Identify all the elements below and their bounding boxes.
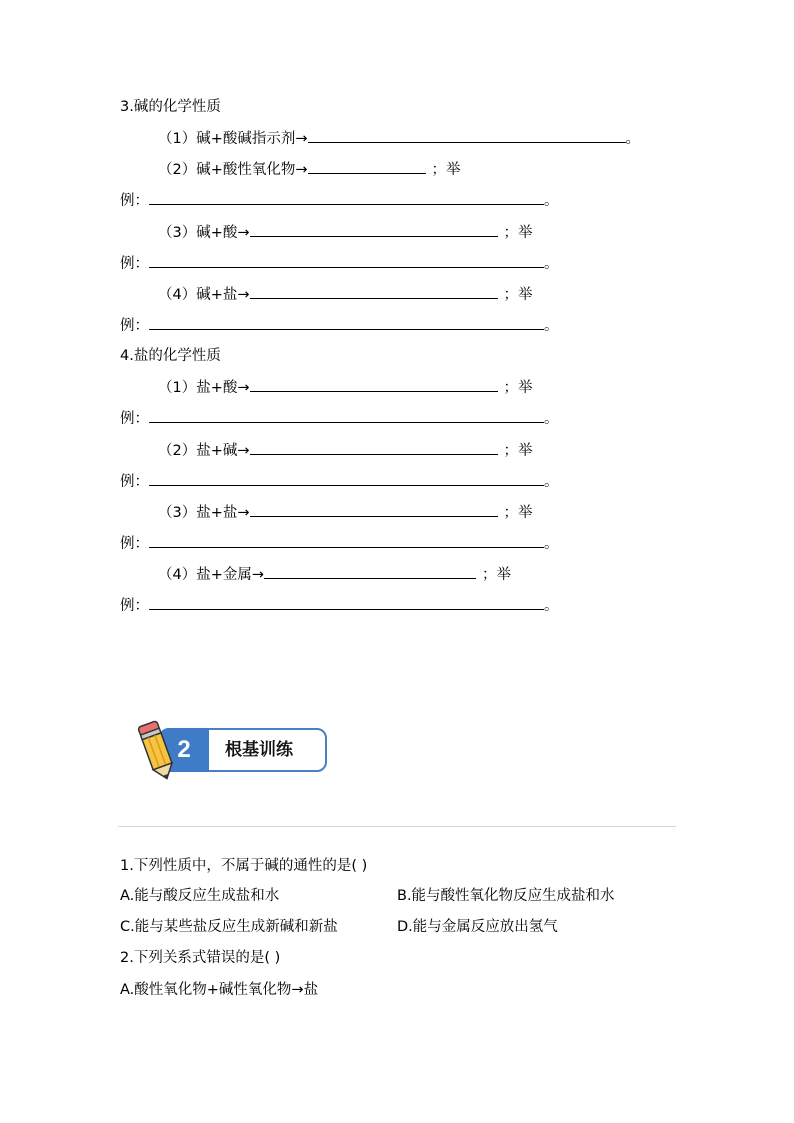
s4-item-2 (158, 440, 533, 461)
s3-item-4 (158, 284, 533, 305)
s3-item-3-example-blank[interactable] (149, 253, 544, 268)
s3-item-2 (158, 159, 461, 180)
s3-item-4-example (120, 315, 559, 336)
section-3-title: 3.碱的化学性质 (120, 99, 221, 115)
s3-item-3-blank[interactable] (250, 222, 498, 237)
s3-item-4-blank[interactable] (250, 284, 498, 299)
pencil-icon (133, 718, 183, 784)
s3-item-1-blank[interactable] (308, 128, 626, 143)
question-1-option-d[interactable]: D.能与金属反应放出氢气 (397, 919, 558, 935)
question-1-option-a[interactable]: A.能与酸反应生成盐和水 (120, 888, 280, 904)
badge-number: 2 (159, 728, 209, 772)
s4-item-1-ex-label: 例： (120, 411, 149, 427)
s4-item-3-blank[interactable] (250, 502, 498, 517)
s3-item-3-ex-label: 例： (120, 256, 149, 272)
s4-item-1-label: （1）盐+酸→ (158, 380, 250, 396)
s3-item-2-label: （2）碱+酸性氧化物→ (158, 162, 308, 178)
question-1-stem: 1.下列性质中，不属于碱的通性的是( ) (120, 858, 368, 874)
s4-item-4-ex-label: 例： (120, 598, 149, 614)
s4-item-1-example (120, 408, 559, 429)
question-2-option-a[interactable]: A.酸性氧化物+碱性氧化物→盐 (120, 982, 319, 998)
section-divider (118, 826, 676, 827)
s4-item-4-end: 。 (544, 598, 559, 614)
section-4-title: 4.盐的化学性质 (120, 348, 221, 364)
section-badge (133, 718, 333, 784)
s3-item-2-example (120, 190, 559, 211)
s3-item-1-end: 。 (625, 131, 641, 147)
s4-item-2-example (120, 471, 559, 492)
s4-item-1-sep: ；举 (503, 380, 533, 396)
s4-item-4-sep: ；举 (482, 567, 512, 583)
s4-item-2-example-blank[interactable] (149, 471, 544, 486)
s4-item-2-label: （2）盐+碱→ (158, 443, 250, 459)
s4-item-2-sep: ；举 (503, 443, 533, 459)
question-1-option-c[interactable]: C.能与某些盐反应生成新碱和新盐 (120, 919, 338, 935)
s4-item-4-example (120, 595, 559, 616)
question-2-stem: 2.下列关系式错误的是( ) (120, 950, 281, 966)
question-1-option-b[interactable]: B.能与酸性氧化物反应生成盐和水 (397, 888, 615, 904)
s3-item-3 (158, 222, 533, 243)
s4-item-2-blank[interactable] (250, 440, 498, 455)
s4-item-3-sep: ；举 (503, 505, 533, 521)
s3-item-2-end: 。 (544, 193, 559, 209)
s4-item-3-end: 。 (544, 536, 559, 552)
badge-title: 根基训练 (225, 740, 293, 760)
s3-item-2-sep: ；举 (431, 162, 461, 178)
s4-item-2-end: 。 (544, 474, 559, 490)
s3-item-1 (158, 128, 640, 149)
s4-item-3-label: （3）盐+盐→ (158, 505, 250, 521)
s3-item-3-sep: ；举 (503, 225, 533, 241)
s3-item-4-label: （4）碱+盐→ (158, 287, 250, 303)
s4-item-3 (158, 502, 533, 523)
s4-item-3-example-blank[interactable] (149, 533, 544, 548)
s3-item-4-end: 。 (544, 318, 559, 334)
s3-item-1-label: （1）碱+酸碱指示剂→ (158, 131, 308, 147)
s4-item-4 (158, 564, 511, 585)
s3-item-4-ex-label: 例： (120, 318, 149, 334)
s3-item-4-sep: ；举 (503, 287, 533, 303)
s4-item-3-example (120, 533, 559, 554)
s4-item-4-blank[interactable] (264, 564, 476, 579)
s4-item-1-end: 。 (544, 411, 559, 427)
s3-item-3-end: 。 (544, 256, 559, 272)
s4-item-1 (158, 377, 533, 398)
s4-item-1-example-blank[interactable] (149, 408, 544, 423)
s3-item-3-label: （3）碱+酸→ (158, 225, 250, 241)
s4-item-3-ex-label: 例： (120, 536, 149, 552)
s3-item-4-example-blank[interactable] (149, 315, 544, 330)
s4-item-4-example-blank[interactable] (149, 595, 544, 610)
s3-item-2-example-blank[interactable] (149, 190, 544, 205)
s3-item-2-blank[interactable] (308, 159, 426, 174)
s4-item-1-blank[interactable] (250, 377, 498, 392)
s3-item-3-example (120, 253, 559, 274)
s3-item-2-ex-label: 例： (120, 193, 149, 209)
s4-item-4-label: （4）盐+金属→ (158, 567, 265, 583)
s4-item-2-ex-label: 例： (120, 474, 149, 490)
